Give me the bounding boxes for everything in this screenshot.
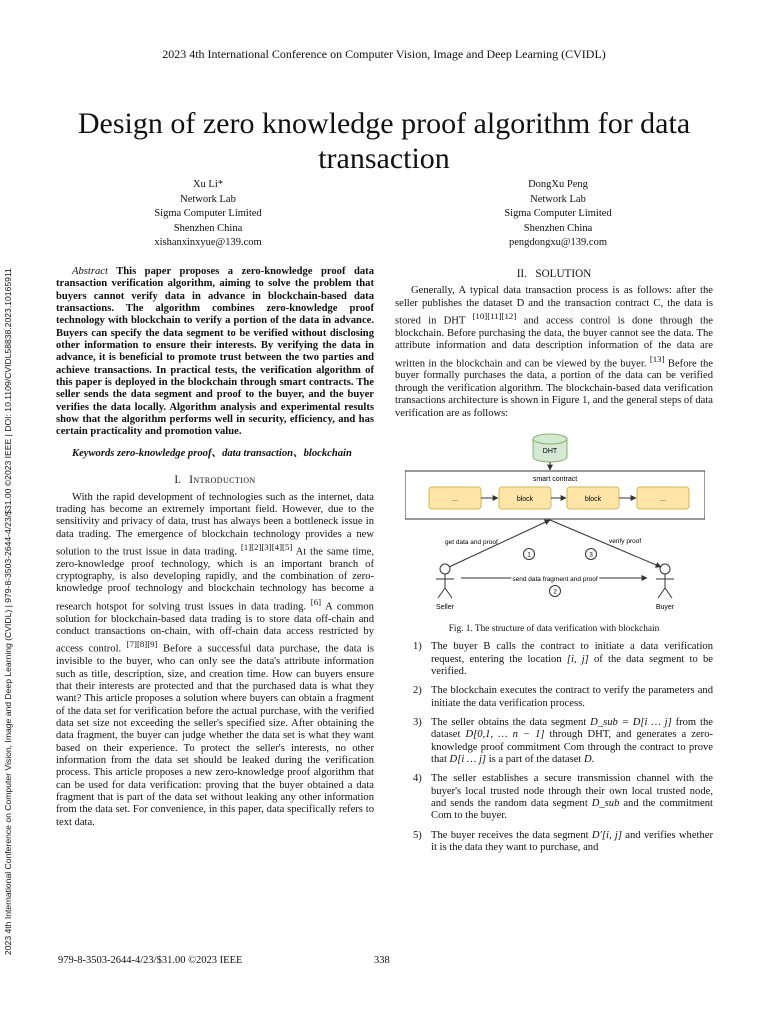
citation: [10][11][12] xyxy=(472,311,517,322)
author-city: Shenzhen China xyxy=(523,222,593,234)
step-text: is a part of the dataset xyxy=(486,753,585,765)
send-fragment-label: send data fragment and proof xyxy=(512,575,598,583)
step-item xyxy=(395,773,713,822)
buyer-person-icon xyxy=(656,564,674,598)
intro-text: Before a successful data purchase, the data is invisible to the buyer, who can only see the data's attribute information such as title, description, size, and creation time. How can buyers ensure that their interests are protected and that the purchased data is what they want? This article proposes a solution where buyers can obtain a fragment of the data set for verification before the actual purchase, with the verified data set size not exceeding the seller's specified size. After obtaining the data fragment, the buyer can judge whether the data set is what they want based on their experience. To protect the seller's interests, no other information from the data set should be leaked during the verification process. This article proposes a new zero-knowledge proof algorithm that can be used for data verification: proving that the buyer obtained a data fragment that is part of the data set without leaking any other information from the data set. For convenience, in this paper, data specifically refers to text data. xyxy=(56,643,374,828)
smart-contract-label: smart contract xyxy=(532,475,578,483)
math-expression: D[i … j] xyxy=(449,753,487,765)
step-text: . xyxy=(591,753,595,765)
right-column xyxy=(395,268,713,861)
intro-text: A common solution for blockchain-based data trading is to store data off-chain and conduct transactions on-chain, with off-chain data access restricted by access control. xyxy=(56,601,374,655)
author-email: pengdongxu@139.com xyxy=(508,237,608,249)
doi-sidebar: 2023 4th International Conference on Computer Vision, Image and Deep Learning (CVIDL) | 979-8-3503-2644-4/23/$31.00 ©2023 IEEE | DOI: 10.1109/CVIDL58838.2023.10165911 xyxy=(3,268,13,955)
step-text: and verifies whether it is the data they want to purchase, and xyxy=(431,829,713,853)
introduction-paragraph xyxy=(56,492,374,830)
get-data-label: get data and proof xyxy=(445,538,498,546)
citation: [13] xyxy=(649,353,665,364)
author-org: Sigma Computer Limited xyxy=(504,208,612,220)
citation: [6] xyxy=(310,596,322,607)
verify-proof-label: verify proof xyxy=(609,537,642,545)
verify-proof-arrow xyxy=(550,520,661,567)
step-number: 3 xyxy=(589,551,593,559)
math-expression: D_sub xyxy=(591,797,620,809)
step-item xyxy=(395,717,713,766)
author-dept: Network Lab xyxy=(530,193,586,205)
footer-isbn: 979-8-3503-2644-4/23/$31.00 ©2023 IEEE xyxy=(58,955,243,966)
step-item xyxy=(395,830,713,855)
step-number: 5) xyxy=(413,829,422,841)
section-title: Introduction xyxy=(189,474,256,487)
step-number: 2) xyxy=(413,685,422,697)
block-label: ... xyxy=(452,495,458,503)
abstract-label: Abstract xyxy=(72,266,108,277)
author-dept: Network Lab xyxy=(180,193,236,205)
step-text: from the dataset xyxy=(431,716,713,741)
block-label: block xyxy=(516,495,534,503)
seller-label: Seller xyxy=(436,603,454,611)
author-name: DongXu Peng xyxy=(528,179,588,190)
solution-text: Generally, A typical data transaction process is as follows: after the seller publishes the dataset D and the transaction contract C, the data is stored in DHT xyxy=(395,285,713,327)
section-number: II. xyxy=(516,268,527,280)
step-text: The seller establishes a secure transmission channel with the buyer's local trusted node through their own local trusted node, and sends the random data segment xyxy=(431,773,713,809)
section-number: I. xyxy=(174,474,181,487)
figure-1 xyxy=(395,429,713,619)
citation: [7][8][9] xyxy=(126,639,158,650)
step-item xyxy=(395,685,713,710)
intro-text: At the same time, zero-knowledge proof technology, which is an important branch of cryptography, is also developing rapidly, and the combination of zero-knowledge proof technology and blockchain technology has become a research hotspot for solving trust issues in data trading. xyxy=(56,546,374,613)
section-heading-introduction xyxy=(56,474,374,486)
author-block-2 xyxy=(428,178,688,251)
abstract xyxy=(56,266,374,439)
buyer-label: Buyer xyxy=(655,603,675,611)
keywords: Keywords zero-knowledge proof、data transaction、blockchain xyxy=(72,447,352,459)
step-number: 4) xyxy=(413,773,422,785)
author-city: Shenzhen China xyxy=(173,222,243,234)
author-block-1 xyxy=(78,178,338,251)
paper-title: Design of zero knowledge proof algorithm for data transaction xyxy=(77,107,691,175)
architecture-diagram xyxy=(405,429,705,619)
solution-text: Before the buyer formally purchases the data, a portion of the data can be verified through the verification algorithm. The blockchain-based data verification transactions architecture is shown in Figure 1, and the general steps of data verification are as follows: xyxy=(395,358,714,419)
step-number: 2 xyxy=(553,588,557,596)
step-number: 1 xyxy=(527,551,531,559)
section-title: SOLUTION xyxy=(535,268,592,280)
section-heading-solution xyxy=(395,268,713,280)
step-number: 1) xyxy=(413,641,422,653)
step-text: The buyer receives the data segment xyxy=(431,829,592,841)
math-expression: D[0,1, … n − 1] xyxy=(465,729,545,741)
dht-database-icon xyxy=(533,434,567,462)
author-name: Xu Li* xyxy=(192,179,224,190)
solution-paragraph xyxy=(395,285,713,420)
author-org: Sigma Computer Limited xyxy=(154,208,262,220)
step-text: The blockchain executes the contract to verify the parameters and initiate the data verification process. xyxy=(431,685,713,709)
math-expression: D_sub = D[i … j] xyxy=(590,716,672,728)
author-email: xishanxinxyue@139.com xyxy=(154,237,262,249)
conference-header: 2023 4th International Conference on Computer Vision, Image and Deep Learning (CVIDL) xyxy=(162,47,606,61)
math-expression: [i, j] xyxy=(566,653,589,665)
step-number: 3) xyxy=(413,716,422,728)
step-item xyxy=(395,641,713,678)
left-column xyxy=(56,266,374,829)
step-text: The buyer B calls the contract to initiate a data verification request, entering the location xyxy=(431,641,713,665)
seller-person-icon xyxy=(436,564,454,598)
abstract-text: This paper proposes a zero-knowledge proof data transaction verification algorithm, aiming to solve the problem that buyers cannot verify data in advance in blockchain-based data transactions. The algorithm combines zero-knowledge proof technology with blockchain to verify a portion of the data in advance. Buyers can specify the data segment to be verified without disclosing other information to ensure their interests. By verifying the data in advance, it is beneficial to promote trust between the two parties and achieve transactions. In practical tests, the verification algorithm of this paper is deployed in the blockchain through smart contracts. The seller sends the data segment and proof to the buyer, and the buyer verifies the data locally. Algorithm analysis and experimental results show that the algorithm performs well in security, efficiency, and has certain practicality and promotion value. xyxy=(56,266,374,438)
step-text: through DHT, and generates a zero-knowledge proof commitment Com through the contract to prove that xyxy=(431,729,714,765)
verification-steps xyxy=(395,641,713,854)
math-expression: D′[i, j] xyxy=(591,829,622,841)
page-number: 338 xyxy=(374,955,390,966)
block-label: ... xyxy=(660,495,666,503)
intro-text: With the rapid development of technologies such as the internet, data trading has become an extremely important field. However, due to the sensitivity and privacy of data, trust has always been a bottleneck issue in data trading. The emergence of blockchain technology provides a new solution to the trust issue in data trading. xyxy=(56,491,374,558)
dht-label: DHT xyxy=(542,447,558,455)
figure-caption: Fig. 1. The structure of data verification with blockchain xyxy=(448,623,660,634)
step-text: The seller obtains the data segment xyxy=(431,716,591,728)
citation: [1][2][3][4][5] xyxy=(240,541,293,552)
solution-text: and access control is done through the blockchain. Before purchasing the data, the buyer cannot see the data. The attribute information and data description information of the data are written in the blockchain and can be viewed by the buyer. xyxy=(395,315,713,370)
math-expression: D xyxy=(584,753,592,765)
step-text: of the data segment to be verified. xyxy=(431,653,713,677)
block-label: block xyxy=(584,495,602,503)
step-text: and the commitment Com to the buyer. xyxy=(431,797,713,822)
